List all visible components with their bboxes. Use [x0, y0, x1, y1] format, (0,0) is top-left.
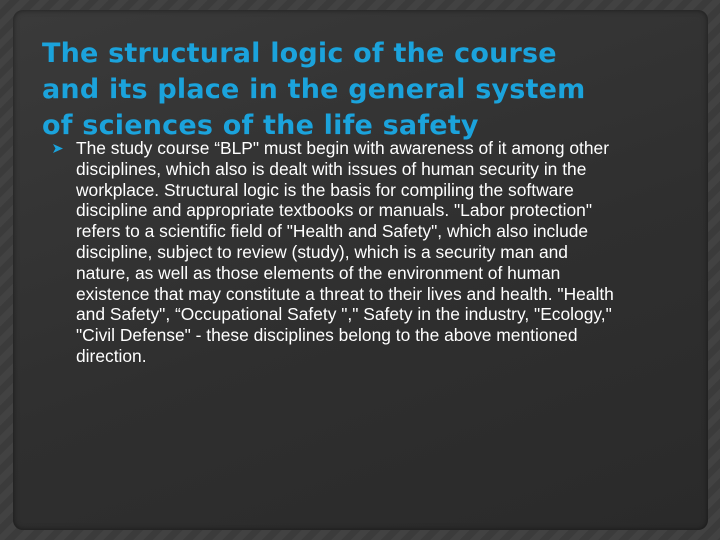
- bullet-list: [52, 138, 622, 367]
- bullet-text: The study course “BLP" must begin with awareness of it among other disciplines, which also is dealt with issues of human security in the workplace. Structural logic is the basis for compiling the software discipline and appropriate textbooks or manuals. "Labor protection" refers to a scientific field of "Health and Safety", which also include discipline, subject to review (study), which is a security man and nature, as well as those elements of the environment of human existence that may constitute a threat to their lives and health. "Health and Safety", “Occupational Safety "," Safety in the industry, "Ecology," "Civil Defense" - these disciplines belong to the above mentioned direction.: [76, 138, 614, 366]
- bullet-arrow-icon: [52, 143, 64, 154]
- slide-title: The structural logic of the course and its place in the general system of sciences of the life safety: [42, 38, 586, 141]
- bullet-item: [52, 138, 622, 367]
